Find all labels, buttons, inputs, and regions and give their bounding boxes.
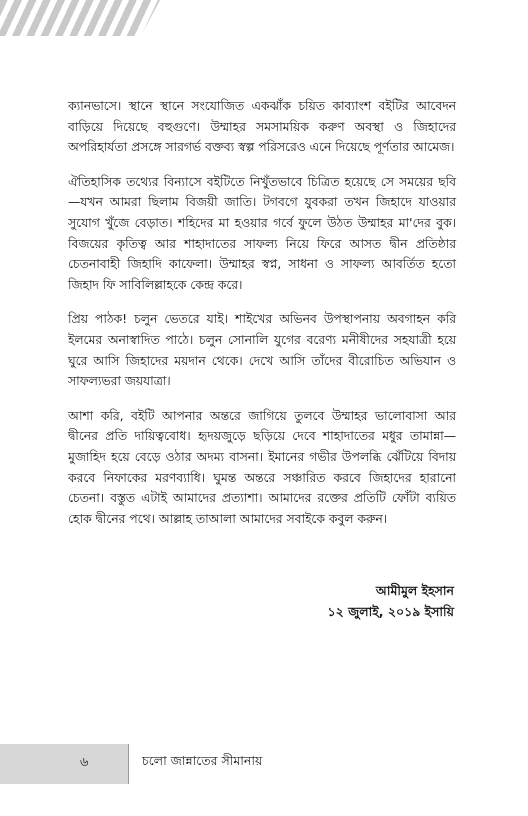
body-text [68, 96, 456, 543]
footer-page-band [0, 744, 128, 784]
author-name: আমীমুল ইহসান [375, 583, 454, 598]
paragraph-3: প্রিয় পাঠক! চলুন ভেতরে যাই। শাইখের অভিনব উপস্থাপনায় অবগাহন করি ইলমের অনাস্বাদিত পাঠে। চলুন সোনালি যুগের বরেণ্য মনীষীদের সহযাত্রী হয়ে ঘুরে আসি জিহাদের ময়দান থেকে। দেখে আসি তাঁদের বীরোচিত অভিযান ও সাফল্যভরা জয়যাত্রা। [68, 312, 456, 389]
header-stripes-decoration [0, 0, 160, 36]
running-book-title: চলো জান্নাতের সীমানায় [142, 753, 263, 768]
paragraph-1: ক্যানভাসে। স্থানে স্থানে সংযোজিত একঝাঁক চয়িত কাব্যাংশ বইটির আবেদন বাড়িয়ে দিয়েছে বহুগুণে। উম্মাহর সমসাময়িক করুণ অবস্থা ও জিহাদের অপরিহার্যতা প্রসঙ্গে সারগর্ভ বক্তব্য স্বল্প পরিসরেও এনে দিয়েছে পূর্ণতার আমেজ। [68, 99, 456, 155]
paragraph-2: ঐতিহাসিক তথ্যের বিন্যাসে বইটিতে নিখুঁতভাবে চিত্রিত হয়েছে সে সময়ের ছবি—যখন আমরা ছিলাম বিজয়ী জাতি। টগবগে যুবকরা তখন জিহাদে যাওয়ার সুযোগ খুঁজে বেড়াত। শহিদের মা হওয়ার গর্বে ফুলে উঠত উম্মাহর মা'দের বুক। বিজয়ের কৃতিত্ব আর শাহাদাতের সাফল্য নিয়ে ফিরে আসত দ্বীন প্রতিষ্ঠার চেতনাবাহী জিহাদি কাফেলা। উম্মাহর স্বপ্ন, সাধনা ও সাফল্য আবর্তিত হতো জিহাদ ফি সাবিলিল্লাহকে কেন্দ্র করে। [68, 174, 456, 292]
paragraph-4: আশা করি, বইটি আপনার অন্তরে জাগিয়ে তুলবে উম্মাহর ভালোবাসা আর দ্বীনের প্রতি দায়িত্ববোধ। হৃদয়জুড়ে ছড়িয়ে দেবে শাহাদাতের মধুর তামান্না—মুজাহিদ হয়ে বেড়ে ওঠার অদম্য বাসনা। ইমানের গভীর উপলব্ধি ঝেঁটিয়ে বিদায় করবে নিফাকের মরণব্যাধি। ঘুমন্ত অন্তরে সঞ্চারিত করবে জিহাদের হারানো চেতনা। বস্তুত এটাই আমাদের প্রত্যাশা। আমাদের রক্তের প্রতিটি ফোঁটা ব্যয়িত হোক দ্বীনের পথে। আল্লাহ তাআলা আমাদের সবাইকে কবুল করুন। [68, 408, 456, 526]
footer-divider [128, 744, 129, 784]
signature-date: ১২ জুলাই, ২০১৯ ইসায়ি [327, 604, 454, 619]
signature-block [328, 580, 454, 622]
page-number: ৬ [80, 755, 89, 770]
